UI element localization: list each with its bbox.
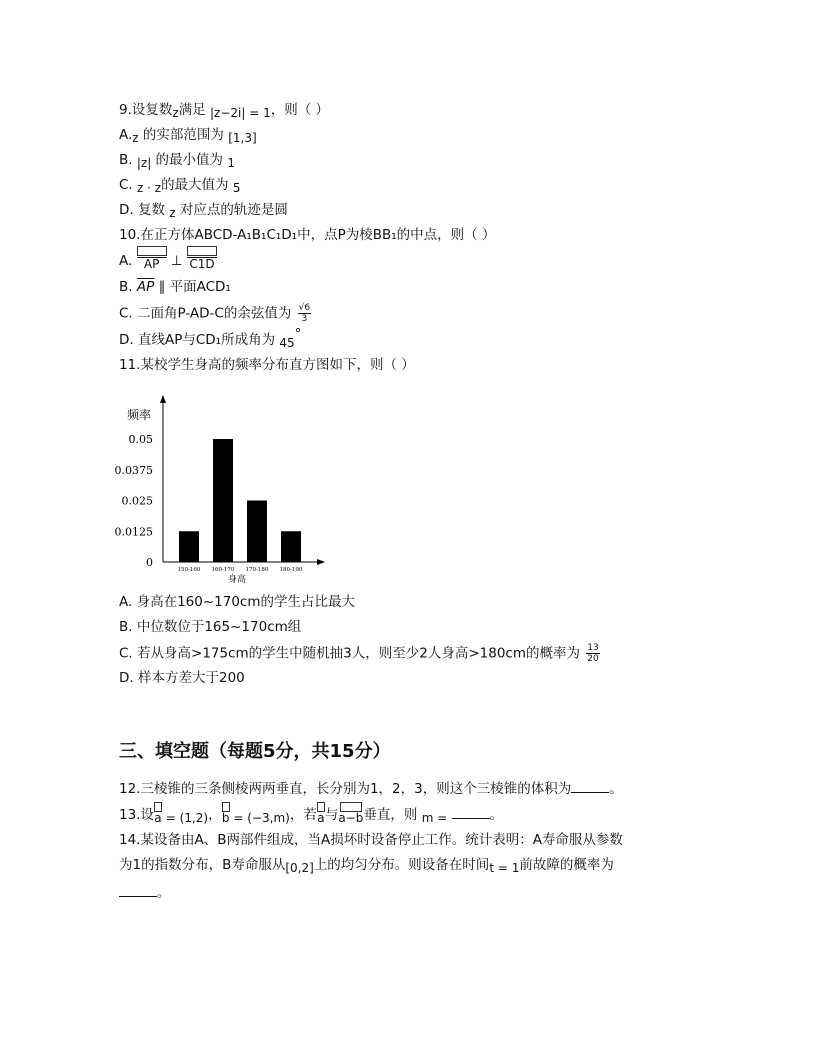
q11-option-a: A. 身高在160~170cm的学生占比最大 [119, 594, 355, 610]
q9-option-c: C. z · z的最大值为 5 [119, 177, 241, 195]
y-tick-label: 0.025 [121, 494, 153, 508]
q11-option-d: D. 样本方差大于200 [119, 670, 245, 686]
q13: 13.设 a = (1,2)， b = (−3,m)，若 a与 a−b垂直，则 m = 。 [119, 802, 503, 824]
vector-c1d: C1D [187, 246, 217, 270]
histogram-bar [213, 439, 233, 562]
y-tick-label: 0.05 [128, 433, 153, 446]
answer-blank[interactable] [571, 780, 609, 793]
y-tick-label: 0.0375 [115, 463, 153, 477]
x-axis-label: 身高 [228, 575, 247, 585]
vector-a: a [154, 802, 162, 824]
x-tick-label: 170-180 [245, 567, 269, 573]
histogram-bar [179, 531, 199, 562]
q10-option-d: D. 直线AP与CD₁所成角为 45° [119, 326, 302, 350]
q10-option-b: B. $\overline{AP}$ ∥ 平面ACD₁ [119, 279, 231, 295]
q14-line-1: 14.某设备由A、B两部件组成，当A损坏时设备停止工作。统计表明：A寿命服从参数 [119, 832, 623, 848]
q11-option-b: B. 中位数位于165~170cm组 [119, 619, 302, 635]
vector-a-minus-b: a−b [338, 802, 363, 824]
q9-option-b: B. |z| 的最小值为 1 [119, 152, 235, 170]
histogram-chart [115, 395, 335, 590]
q9-option-d: D. 复数 z 对应点的轨迹是圆 [119, 202, 288, 220]
q10-option-c: C. 二面角P-AD-C的余弦值为 $\frac{√6}{3}$ [119, 303, 311, 324]
x-tick-label: 180-190 [279, 567, 303, 573]
q12: 12.三棱锥的三条侧棱两两垂直，长分别为1，2，3，则这个三棱锥的体积为 。 [119, 781, 623, 797]
q11-option-c: C. 若从身高>175cm的学生中随机抽3人，则至少2人身高>180cm的概率为 $\frac{13}{20}$ [119, 643, 599, 664]
q14-line-3: 。 [119, 884, 171, 902]
y-tick-label: 0 [146, 556, 153, 569]
vector-b: b [222, 802, 230, 824]
histogram-bar [281, 531, 301, 562]
fraction-sqrt6-over-3: $\frac{√6}{3}$ [298, 303, 311, 324]
x-tick-label: 160-170 [211, 567, 235, 573]
y-axis-label: 频率 [127, 408, 152, 422]
fraction-13-over-20: $\frac{13}{20}$ [587, 643, 599, 664]
vector-ap: AP [137, 246, 167, 270]
q10-option-a: A. AP ⊥ C1D [119, 246, 217, 270]
q9-option-a: A.z 的实部范围为 [1,3] [119, 127, 257, 145]
section-title: 三、填空题（每题5分，共15分） [119, 741, 391, 762]
y-tick-label: 0.0125 [115, 525, 153, 539]
y-axis-arrow [160, 395, 166, 403]
answer-blank[interactable] [119, 884, 157, 897]
answer-blank[interactable] [452, 806, 490, 819]
q9-stem: 9.设复数z满足 |z−2i| = 1，则（ ） [119, 102, 330, 120]
vector-a-2: a [317, 802, 325, 824]
histogram-bar [247, 501, 267, 563]
x-axis-arrow [317, 559, 325, 565]
q10-stem: 10.在正方体ABCD-A₁B₁C₁D₁中，点P为棱BB₁的中点，则（ ） [119, 227, 496, 243]
x-tick-label: 150-160 [177, 567, 201, 573]
q11-stem: 11.某校学生身高的频率分布直方图如下，则（ ） [119, 357, 415, 373]
q14-line-2: 为1的指数分布，B寿命服从[0,2]上的均匀分布。则设备在时间t = 1前故障的概率为 [119, 857, 614, 875]
